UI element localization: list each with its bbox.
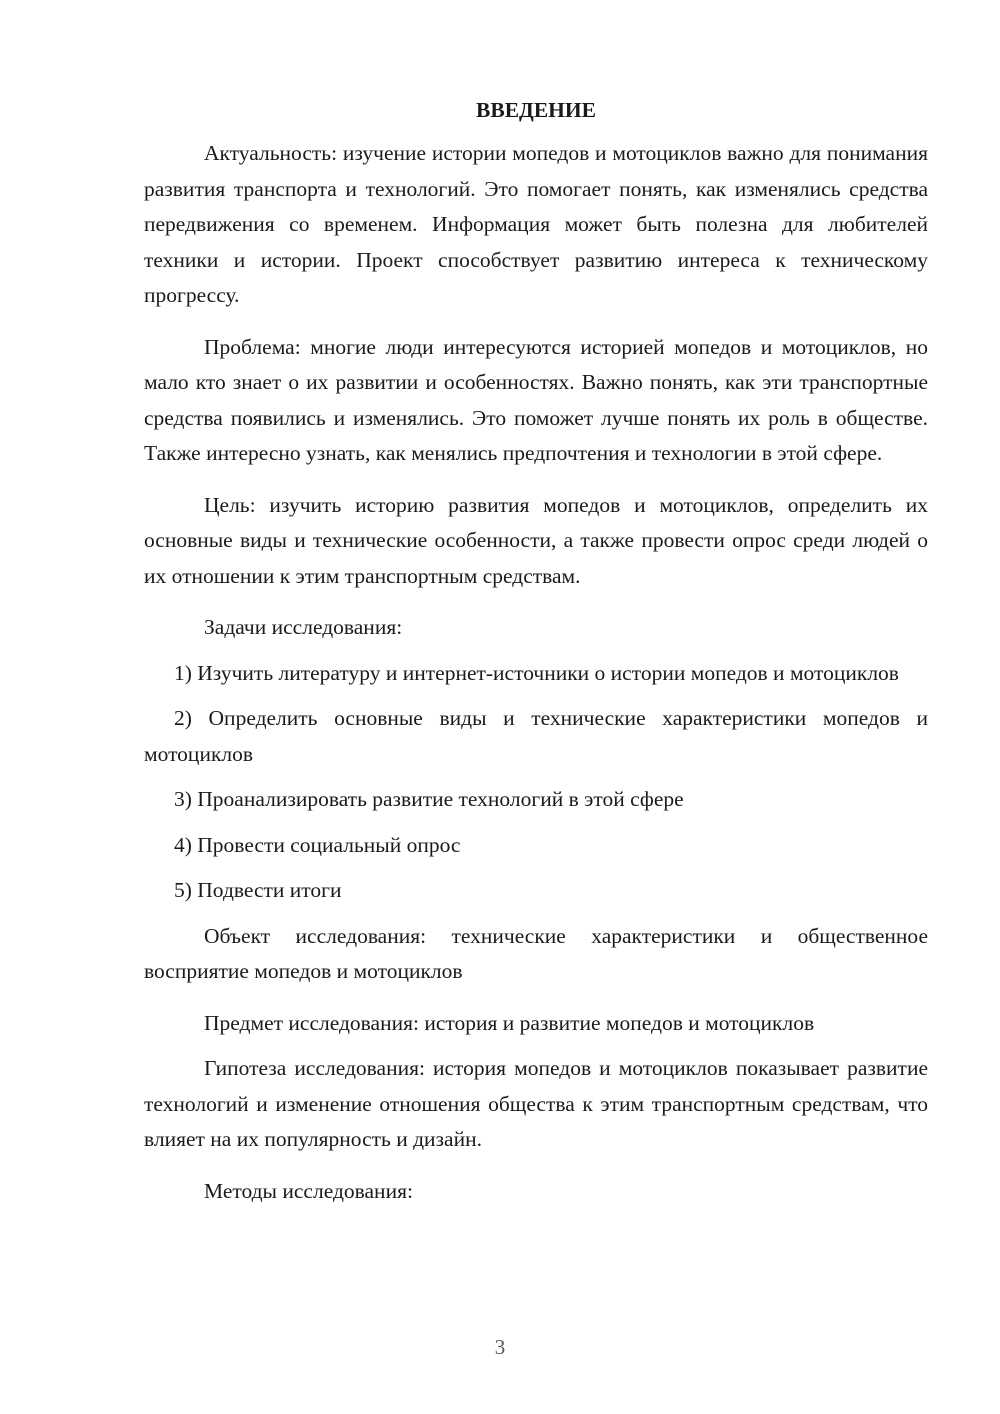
- relevance-paragraph: Актуальность: изучение истории мопедов и мотоциклов важно для понимания развития транспорта и технологий. Это помогает понять, как изменялись средства передвижения со временем. Информация может быть полезна для любителей техники и истории. Проект способствует развитию интереса к техническому прогрессу.: [144, 141, 928, 307]
- subject-paragraph: Предмет исследования: история и развитие мопедов и мотоциклов: [204, 1010, 815, 1035]
- goal-paragraph: Цель: изучить историю развития мопедов и мотоциклов, определить их основные виды и технические особенности, а также провести опрос среди людей о их отношении к этим транспортным средствам.: [144, 492, 928, 588]
- tasks-heading: Задачи исследования:: [204, 615, 403, 639]
- page-body: [144, 96, 928, 1219]
- page-number: 3: [494, 1335, 506, 1359]
- task-item: 1) Изучить литературу и интернет-источники о истории мопедов и мотоциклов: [174, 660, 899, 685]
- object-paragraph: Объект исследования: технические характеристики и общественное восприятие мопедов и мотоциклов: [144, 923, 928, 983]
- task-item: 5) Подвести итоги: [174, 878, 342, 902]
- section-heading: ВВЕДЕНИЕ: [476, 98, 596, 122]
- methods-heading: Методы исследования:: [204, 1178, 413, 1203]
- task-item: 3) Проанализировать развитие технологий в этой сфере: [174, 787, 684, 811]
- problem-paragraph: Проблема: многие люди интересуются историей мопедов и мотоциклов, но мало кто знает о их развитии и особенностях. Важно понять, как эти транспортные средства появились и изменялись. Это поможет лучше понять их роль в обществе. Также интересно узнать, как менялись предпочтения и технологии в этой сфере.: [144, 334, 928, 465]
- hypothesis-paragraph: Гипотеза исследования: история мопедов и мотоциклов показывает развитие технологий и изменение отношения общества к этим транспортным средствам, что влияет на их популярность и дизайн.: [144, 1056, 928, 1151]
- task-item: 4) Провести социальный опрос: [174, 832, 461, 857]
- task-item: 2) Определить основные виды и технические характеристики мопедов и мотоциклов: [144, 706, 928, 766]
